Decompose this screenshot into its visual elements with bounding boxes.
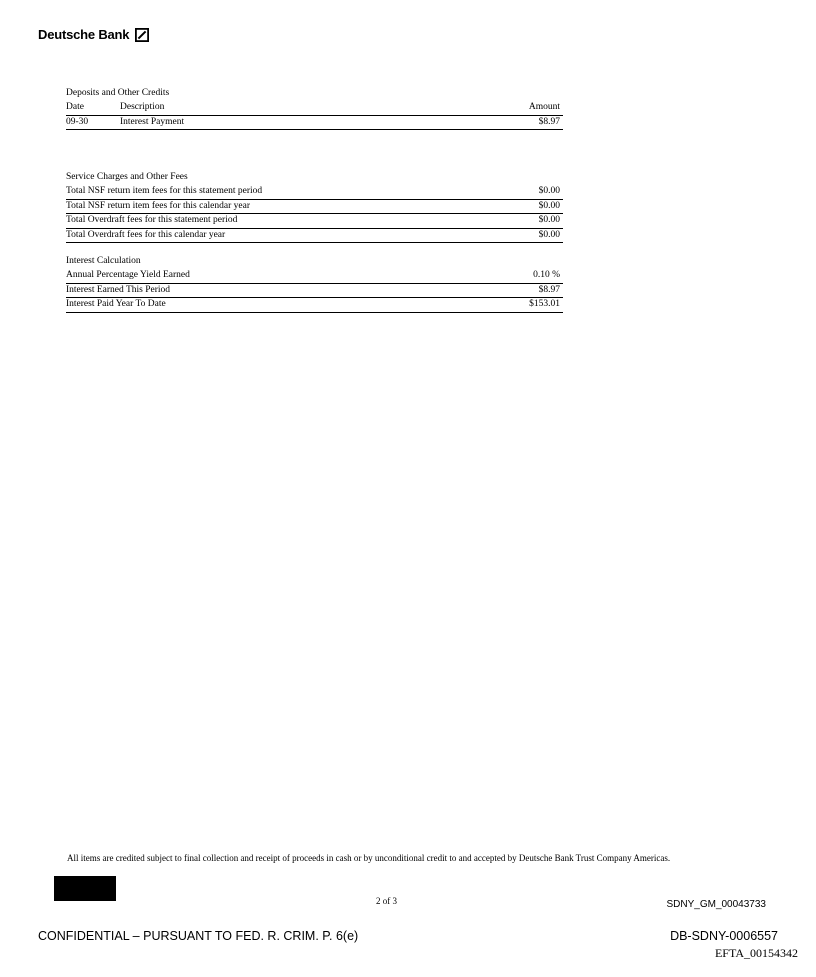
credit-disclaimer: All items are credited subject to final collection and receipt of proceeds in cash or by unconditional credit to and accepted by Deutsche Bank Trust Company Americas. <box>67 853 671 863</box>
interest-label: Interest Paid Year To Date <box>66 299 166 309</box>
interest-row <box>66 298 563 313</box>
deposit-date: 09-30 <box>66 116 89 127</box>
fee-amount: $0.00 <box>538 186 560 196</box>
bates-number-sdny-gm: SDNY_GM_00043733 <box>666 899 766 910</box>
interest-amount: $8.97 <box>538 284 560 295</box>
fee-row <box>66 214 563 229</box>
amount-column-header: Amount <box>528 102 560 112</box>
fees-section <box>66 171 563 243</box>
interest-row <box>66 269 563 284</box>
interest-label: Interest Earned This Period <box>66 284 171 295</box>
description-column-header: Description <box>120 102 165 112</box>
deposits-header-row <box>66 101 563 116</box>
fee-label: Total Overdraft fees for this statement period <box>66 215 238 225</box>
deposit-description: Interest Payment <box>120 116 185 127</box>
deposits-title: Deposits and Other Credits <box>66 88 170 98</box>
efta-number: EFTA_00154342 <box>714 946 798 960</box>
fee-label: Total Overdraft fees for this calendar year <box>66 229 226 240</box>
bank-brand <box>38 27 149 42</box>
interest-row <box>66 284 563 299</box>
confidentiality-notice: CONFIDENTIAL – PURSUANT TO FED. R. CRIM. P. 6(e) <box>38 929 359 943</box>
date-column-header: Date <box>66 102 84 112</box>
page-number: 2 of 3 <box>376 896 397 906</box>
interest-amount: 0.10 % <box>533 270 560 280</box>
bank-name: Deutsche Bank <box>38 27 130 42</box>
fee-amount: $0.00 <box>538 229 560 240</box>
fee-amount: $0.00 <box>538 215 560 225</box>
fee-row <box>66 229 563 244</box>
fee-row <box>66 185 563 200</box>
fee-label: Total NSF return item fees for this calendar year <box>66 200 250 211</box>
interest-title: Interest Calculation <box>66 256 141 266</box>
deposits-section <box>66 87 563 130</box>
fee-label: Total NSF return item fees for this statement period <box>66 186 263 196</box>
fees-title: Service Charges and Other Fees <box>66 172 188 182</box>
deutsche-bank-logo-icon <box>135 28 149 42</box>
redaction-box <box>54 876 116 901</box>
fee-amount: $0.00 <box>538 200 560 211</box>
deposit-row <box>66 116 563 131</box>
interest-amount: $153.01 <box>529 299 560 309</box>
interest-section <box>66 255 563 313</box>
bates-number-db: DB-SDNY-0006557 <box>670 929 778 943</box>
fee-row <box>66 200 563 215</box>
interest-label: Annual Percentage Yield Earned <box>66 270 190 280</box>
deposit-amount: $8.97 <box>538 116 560 127</box>
